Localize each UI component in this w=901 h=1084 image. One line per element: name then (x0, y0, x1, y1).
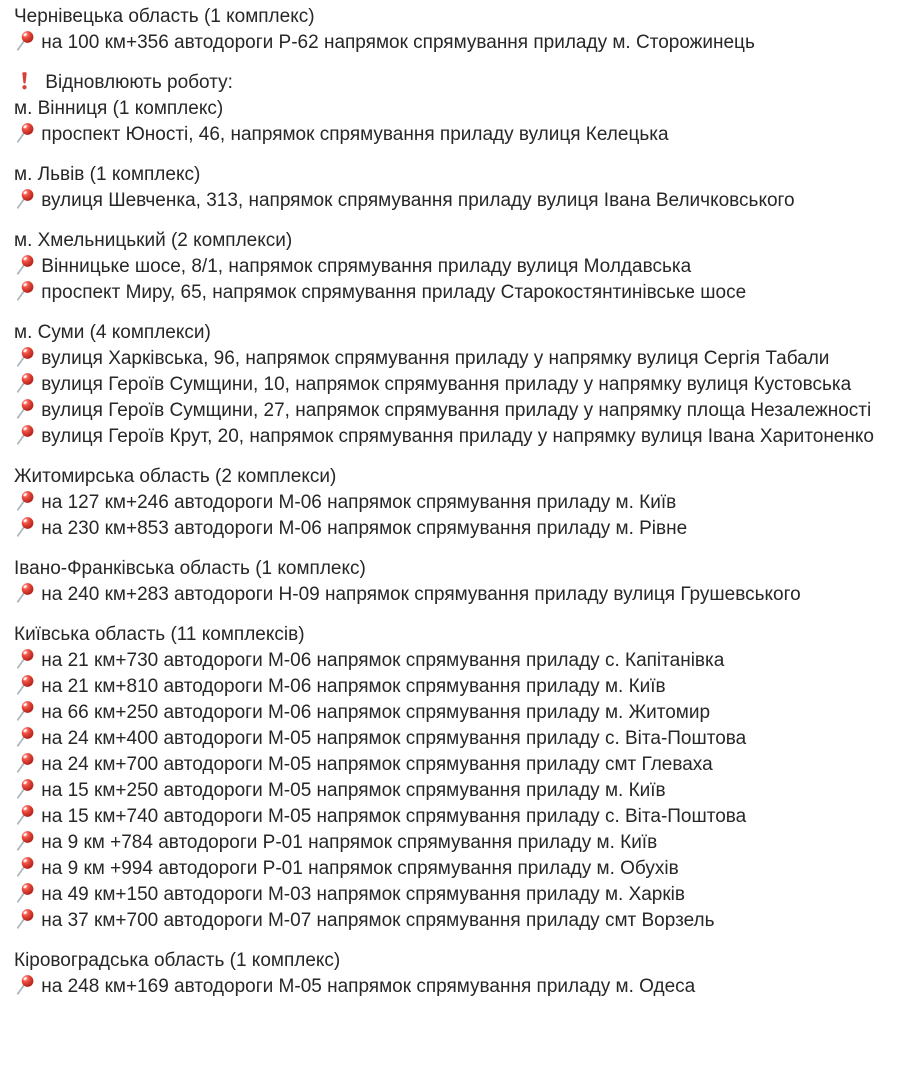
location-entry (14, 804, 901, 830)
location-entry (14, 882, 901, 908)
pushpin-icon (14, 648, 36, 674)
location-entry (14, 830, 901, 856)
location-entry-text: вулиця Героїв Крут, 20, напрямок спрямування приладу у напрямку вулиця Івана Харитоненко (41, 426, 874, 447)
location-entry (14, 490, 901, 516)
region-section (14, 464, 901, 542)
location-entry-text: на 66 км+250 автодороги М-06 напрямок спрямування приладу м. Житомир (41, 702, 711, 723)
red-exclamation-icon (14, 70, 40, 96)
location-entry-text: на 248 км+169 автодороги М-05 напрямок спрямування приладу м. Одеса (41, 976, 696, 997)
pushpin-icon (14, 346, 36, 372)
location-entry-text: на 49 км+150 автодороги М-03 напрямок спрямування приладу м. Харків (41, 884, 685, 905)
pushpin-icon (14, 830, 36, 856)
location-entry (14, 648, 901, 674)
region-header (14, 556, 901, 582)
region-header (14, 948, 901, 974)
location-entry-text: на 15 км+740 автодороги М-05 напрямок спрямування приладу с. Віта-Поштова (41, 806, 747, 827)
location-entry (14, 856, 901, 882)
location-entry-text: на 127 км+246 автодороги М-06 напрямок спрямування приладу м. Київ (41, 492, 677, 513)
alert-text: Відновлюють роботу: (45, 72, 233, 93)
region-header (14, 4, 901, 30)
location-entry (14, 674, 901, 700)
location-entry-text: вулиця Героїв Сумщини, 27, напрямок спрямування приладу у напрямку площа Незалежності (41, 400, 872, 421)
location-entry (14, 516, 901, 542)
region-header (14, 96, 901, 122)
location-entry-text: на 100 км+356 автодороги Р-62 напрямок спрямування приладу м. Сторожинець (41, 32, 755, 53)
region-header-text: Київська область (11 комплексів) (14, 624, 305, 645)
region-section (14, 556, 901, 608)
alert-banner (14, 70, 901, 96)
location-entry-text: на 21 км+810 автодороги М-06 напрямок спрямування приладу м. Київ (41, 676, 666, 697)
location-entry-text: на 24 км+400 автодороги М-05 напрямок спрямування приладу с. Віта-Поштова (41, 728, 747, 749)
pushpin-icon (14, 582, 36, 608)
pushpin-icon (14, 424, 36, 450)
region-section (14, 320, 901, 450)
pushpin-icon (14, 188, 36, 214)
pushpin-icon (14, 908, 36, 934)
location-entry (14, 700, 901, 726)
region-section (14, 70, 901, 148)
location-entry (14, 424, 901, 450)
location-entry-text: на 24 км+700 автодороги М-05 напрямок спрямування приладу смт Глеваха (41, 754, 713, 775)
pushpin-icon (14, 752, 36, 778)
region-section (14, 4, 901, 56)
location-entry (14, 346, 901, 372)
pushpin-icon (14, 974, 36, 1000)
pushpin-icon (14, 856, 36, 882)
region-header-text: Житомирська область (2 комплекси) (14, 466, 337, 487)
region-header-text: Чернівецька область (1 комплекс) (14, 6, 315, 27)
location-entry-text: на 9 км +994 автодороги Р-01 напрямок спрямування приладу м. Обухів (41, 858, 679, 879)
region-header (14, 320, 901, 346)
location-entry (14, 974, 901, 1000)
region-header-text: м. Вінниця (1 комплекс) (14, 98, 224, 119)
region-section (14, 162, 901, 214)
location-entry (14, 30, 901, 56)
location-entry-text: вулиця Шевченка, 313, напрямок спрямування приладу вулиця Івана Величковського (41, 190, 795, 211)
location-entry-text: проспект Юності, 46, напрямок спрямування приладу вулиця Келецька (41, 124, 669, 145)
location-entry-text: на 21 км+730 автодороги М-06 напрямок спрямування приладу с. Капітанівка (41, 650, 725, 671)
pushpin-icon (14, 804, 36, 830)
location-entry-text: на 37 км+700 автодороги М-07 напрямок спрямування приладу смт Ворзель (41, 910, 715, 931)
location-entry (14, 908, 901, 934)
location-entry (14, 254, 901, 280)
pushpin-icon (14, 254, 36, 280)
location-entry-text: на 230 км+853 автодороги М-06 напрямок спрямування приладу м. Рівне (41, 518, 688, 539)
location-entry (14, 188, 901, 214)
pushpin-icon (14, 726, 36, 752)
region-header (14, 622, 901, 648)
pushpin-icon (14, 372, 36, 398)
region-header-text: Кіровоградська область (1 комплекс) (14, 950, 341, 971)
pushpin-icon (14, 778, 36, 804)
location-entry-text: вулиця Харківська, 96, напрямок спрямування приладу у напрямку вулиця Сергія Табали (41, 348, 830, 369)
region-header-text: м. Львів (1 комплекс) (14, 164, 201, 185)
location-entry (14, 778, 901, 804)
location-entry-text: на 15 км+250 автодороги М-05 напрямок спрямування приладу м. Київ (41, 780, 666, 801)
pushpin-icon (14, 398, 36, 424)
pushpin-icon (14, 674, 36, 700)
pushpin-icon (14, 122, 36, 148)
location-entry (14, 280, 901, 306)
region-header-text: м. Хмельницький (2 комплекси) (14, 230, 293, 251)
location-entry (14, 582, 901, 608)
location-entry-text: Вінницьке шосе, 8/1, напрямок спрямування приладу вулиця Молдавська (41, 256, 692, 277)
region-section (14, 948, 901, 1000)
region-header-text: м. Суми (4 комплекси) (14, 322, 211, 343)
pushpin-icon (14, 490, 36, 516)
pushpin-icon (14, 280, 36, 306)
location-entry (14, 752, 901, 778)
region-header (14, 228, 901, 254)
pushpin-icon (14, 882, 36, 908)
location-entry-text: проспект Миру, 65, напрямок спрямування приладу Старокостянтинівське шосе (41, 282, 747, 303)
pushpin-icon (14, 700, 36, 726)
region-header (14, 162, 901, 188)
location-entry (14, 372, 901, 398)
location-entry (14, 726, 901, 752)
region-header-text: Івано-Франківська область (1 комплекс) (14, 558, 366, 579)
location-entry (14, 398, 901, 424)
location-entry-text: на 9 км +784 автодороги Р-01 напрямок спрямування приладу м. Київ (41, 832, 658, 853)
region-section (14, 622, 901, 934)
location-entry (14, 122, 901, 148)
pushpin-icon (14, 30, 36, 56)
location-entry-text: на 240 км+283 автодороги Н-09 напрямок спрямування приладу вулиця Грушевського (41, 584, 801, 605)
region-section (14, 228, 901, 306)
location-entry-text: вулиця Героїв Сумщини, 10, напрямок спрямування приладу у напрямку вулиця Кустовська (41, 374, 852, 395)
region-header (14, 464, 901, 490)
pushpin-icon (14, 516, 36, 542)
